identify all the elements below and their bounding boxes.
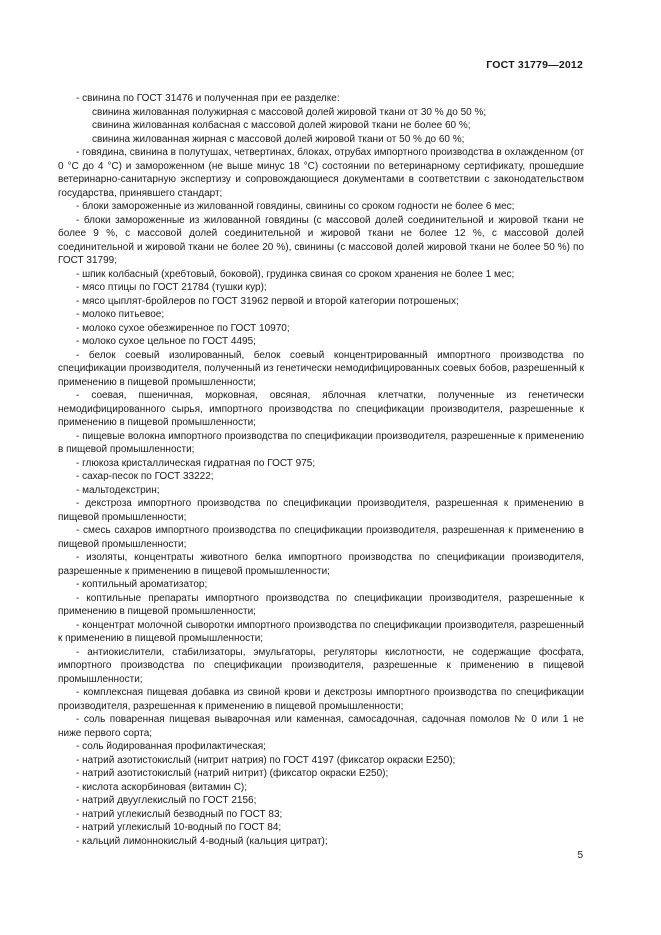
- list-item: - соль поваренная пищевая выварочная или каменная, самосадочная, садочная помолов № 0 или 1 не ниже первого сорта;: [58, 714, 584, 739]
- list-item: - говядина, свинина в полутушах, четвертинах, блоках, отрубах импортного производства в охлажденном (от 0 °С до 4 °С) и замороженном (не выше минус 18 °С) состоянии по ветеринарному сертификату, прошедшие ветеринарно-санитарную экспертизу и сопровождающиеся документами в соответствии с законодательством государства, принявшего стандарт;: [58, 147, 584, 199]
- list-item: - декстроза импортного производства по спецификации производителя, разрешенная к применению в пищевой промышленности;: [58, 498, 584, 523]
- sub-list-item: свинина жилованная колбасная с массовой долей жировой ткани не более 60 %;: [92, 120, 471, 131]
- list-item: - натрий углекислый 10-водный по ГОСТ 84;: [76, 822, 282, 833]
- list-item: - смесь сахаров импортного производства по спецификации производителя, разрешенная к применению в пищевой промышленности;: [58, 525, 584, 550]
- sub-list-item: свинина жилованная полужирная с массовой долей жировой ткани от 30 % до 50 %;: [92, 106, 487, 118]
- list-item: - блоки замороженные из жилованной говядины, свинины со сроком годности не более 6 мес;: [76, 201, 515, 212]
- list-item: - антиокислители, стабилизаторы, эмульгаторы, регуляторы кислотности, не содержащие фосфата, импортного производства по спецификации производителя, разрешенные к применению в пищевой промышленности;: [58, 646, 584, 685]
- list-item: - комплексная пищевая добавка из свиной крови и декстрозы импортного производства по спецификации производителя, разрешенная к применению в пищевой промышленности;: [58, 687, 584, 712]
- list-item: - свинина по ГОСТ 31476 и полученная при ее разделке:: [76, 93, 340, 104]
- list-item: - натрий углекислый безводный по ГОСТ 83;: [76, 808, 283, 820]
- list-item: - сахар-песок по ГОСТ 33222;: [76, 471, 214, 482]
- list-item: - мясо цыплят-бройлеров по ГОСТ 31962 первой и второй категории потрошеных;: [76, 295, 459, 307]
- list-item: - концентрат молочной сыворотки импортного производства по спецификации производителя, разрешенный к применению в пищевой промышленности;: [58, 619, 584, 644]
- list-item: - молоко сухое обезжиренное по ГОСТ 10970;: [76, 322, 290, 334]
- list-item: - соевая, пшеничная, морковная, овсяная, яблочная клетчатки, полученные из генетически немодифицированного сырья, импортного производства по спецификации производителя, разрешенные к применению в пищевой промышленности;: [58, 390, 584, 428]
- list-item: - натрий двууглекислый по ГОСТ 2156;: [76, 795, 257, 806]
- ingredient-list: [58, 92, 584, 848]
- list-item: - кислота аскорбиновая (витамин С);: [76, 781, 248, 793]
- list-item: - блоки замороженные из жилованной говядины (с массовой долей соединительной и жировой ткани не более 9 %, с массовой долей соединительной и жировой ткани не более 12 %, с массовой долей соединительной и жировой ткани не более 20 %), свинины (с массовой долей жировой ткани не более 50 %) по ГОСТ 31799;: [58, 214, 584, 266]
- list-item: - молоко сухое цельное по ГОСТ 4495;: [76, 336, 256, 347]
- list-item: - кальций лимоннокислый 4-водный (кальция цитрат);: [76, 835, 328, 847]
- sub-list-item: свинина жилованная жирная с массовой долей жировой ткани от 50 % до 60 %;: [92, 133, 465, 145]
- standard-designation: ГОСТ 31779—2012: [486, 59, 583, 71]
- list-item: - коптильный ароматизатор;: [76, 579, 208, 590]
- list-item: - шпик колбасный (хребтовый, боковой), грудинка свиная со сроком хранения не более 1 мес;: [76, 268, 515, 280]
- list-item: - глюкоза кристаллическая гидратная по ГОСТ 975;: [76, 457, 316, 469]
- list-item: - соль йодированная профилактическая;: [76, 741, 266, 752]
- list-item: - белок соевый изолированный, белок соевый концентрированный импортного производства по спецификации производителя, полученный из генетически немодифицированных соевых бобов, разрешенный к применению в пищевой промышленности;: [58, 349, 584, 388]
- list-item: - коптильные препараты импортного производства по спецификации производителя, разрешенные к применению в пищевой промышленности;: [58, 592, 584, 617]
- list-item: - пищевые волокна импортного производства по спецификации производителя, разрешенные к применению в пищевой промышленности;: [58, 430, 584, 455]
- list-item: - натрий азотистокислый (натрий нитрит) (фиксатор окраски Е250);: [76, 768, 389, 779]
- list-item: - молоко питьевое;: [76, 309, 165, 320]
- list-item: - изоляты, концентраты животного белка импортного производства по спецификации производителя, разрешенные к применению в пищевой промышленности;: [58, 552, 584, 577]
- list-item: - мясо птицы по ГОСТ 21784 (тушки кур);: [76, 282, 267, 293]
- page-number: 5: [577, 850, 583, 861]
- list-item: - мальтодекстрин;: [76, 484, 160, 496]
- list-item: - натрий азотистокислый (нитрит натрия) по ГОСТ 4197 (фиксатор окраски Е250);: [76, 754, 456, 766]
